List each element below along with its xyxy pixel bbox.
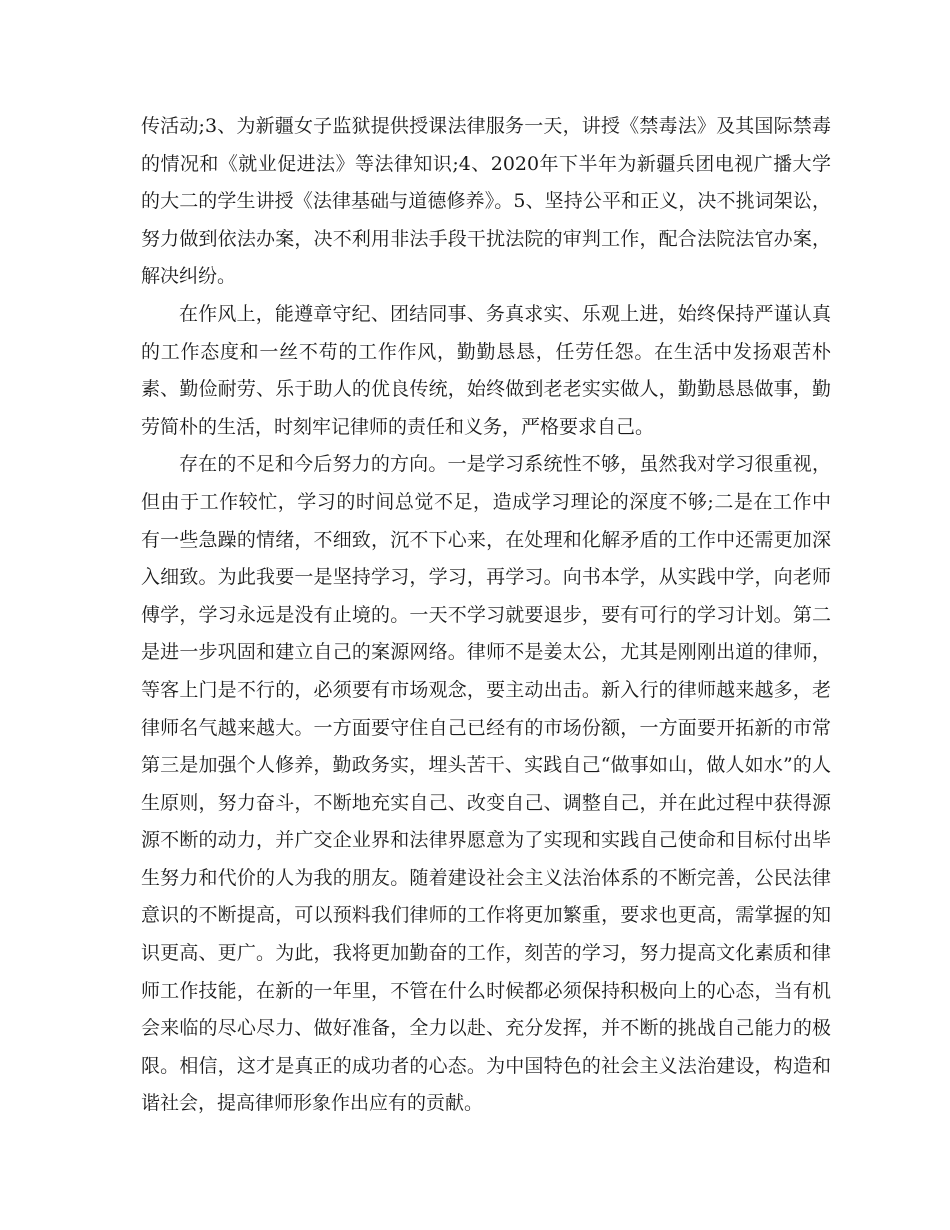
paragraph-shortcomings-and-direction: 存在的不足和今后努力的方向。一是学习系统性不够，虽然我对学习很重视，但由于工作较忙，学习的时间总觉不足，造成学习理论的深度不够;二是在工作中有一些急躁的情绪，不细致，沉不下心来，在处理和化解矛盾的工作中还需更加深入细致。为此我要一是坚持学习，学习，再学习。向书本学，从实践中学，向老师傅学，学习永远是没有止境的。一天不学习就要退步，要有可行的学习计划。第二是进一步巩固和建立自己的案源网络。律师不是姜太公，尤其是刚刚出道的律师，等客上门是不行的，必须要有市场观念，要主动出击。新入行的律师越来越多，老律师名气越来越大。一方面要守住自己已经有的市场份额，一方面要开拓新的市常第三是加强个人修养，勤政务实，埋头苦干、实践自己“做事如山，做人如水”的人生原则，努力奋斗，不断地充实自己、改变自己、调整自己，并在此过程中获得源源不断的动力，并广交企业界和法律界愿意为了实现和实践自己使命和目标付出毕生努力和代价的人为我的朋友。随着建设社会主义法治体系的不断完善，公民法律意识的不断提高，可以预料我们律师的工作将更加繁重，要求也更高，需掌握的知识更高、更广。为此，我将更加勤奋的工作，刻苦的学习，努力提高文化素质和律师工作技能，在新的一年里，不管在什么时候都必须保持积极向上的心态，当有机会来临的尽心尽力、做好准备，全力以赴、充分发挥，并不断的挑战自己能力的极限。相信，这才是真正的成功者的心态。为中国特色的社会主义法治建设，构造和谐社会，提高律师形象作出应有的贡献。 xyxy=(141,453,831,1115)
document-body xyxy=(141,108,831,1123)
paragraph-continuation: 传活动;3、为新疆女子监狱提供授课法律服务一天，讲授《禁毒法》及其国际禁毒的情况和《就业促进法》等法律知识;4、2020年下半年为新疆兵团电视广播大学的大二的学生讲授《法律基础与道德修养》。5、坚持公平和正义，决不挑词架讼，努力做到依法办案，决不利用非法手段干扰法院的审判工作，配合法院法官办案，解决纠纷。 xyxy=(141,115,831,288)
paragraph-work-style: 在作风上，能遵章守纪、团结同事、务真求实、乐观上进，始终保持严谨认真的工作态度和一丝不苟的工作作风，勤勤恳恳，任劳任怨。在生活中发扬艰苦朴素、勤俭耐劳、乐于助人的优良传统，始终做到老老实实做人，勤勤恳恳做事，勤劳简朴的生活，时刻牢记律师的责任和义务，严格要求自己。 xyxy=(141,302,831,438)
